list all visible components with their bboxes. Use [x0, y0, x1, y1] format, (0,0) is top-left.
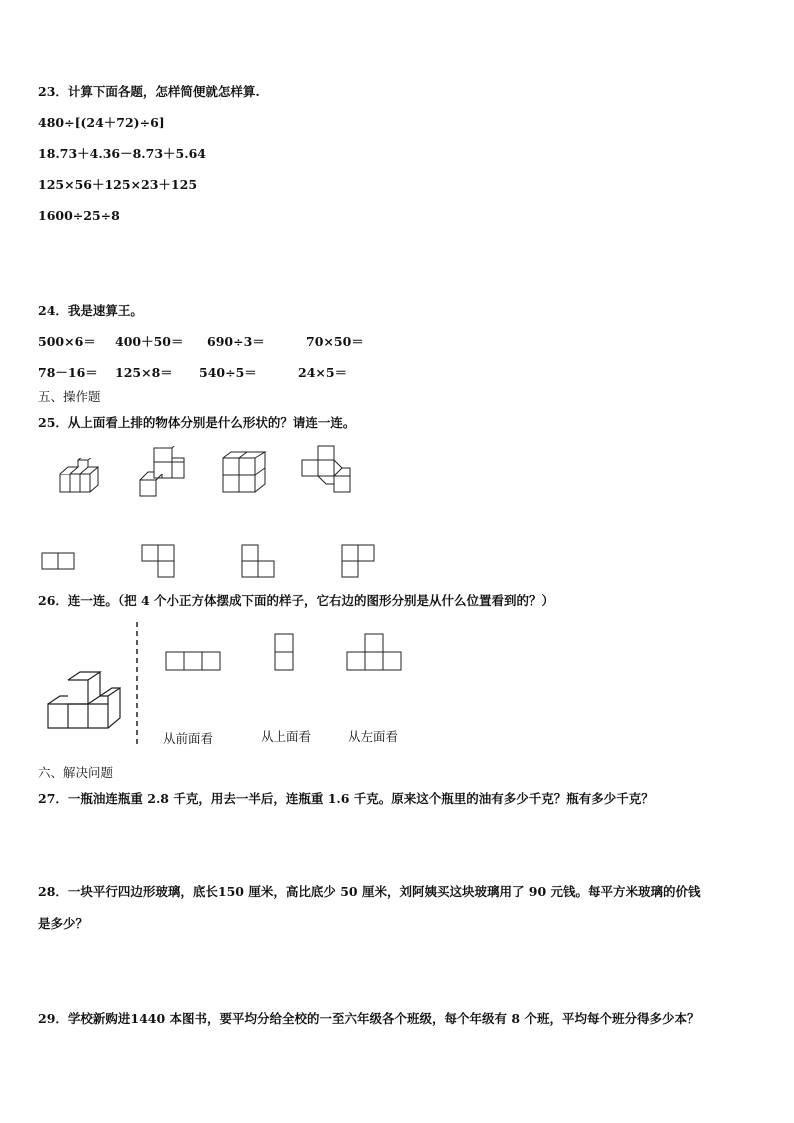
q26-title: 26．连一连。（把 4 个小正方体摆成下面的样子，它右边的图形分别是从什么位置看到的？） [38, 593, 555, 608]
q23-item-2: 18.73＋4.36－8.73＋5.64 [38, 146, 206, 161]
q26-view-front [165, 651, 223, 673]
section-5-heading: 五、操作题 [38, 389, 101, 404]
q29-text: 29．学校新购进1440 本图书，要平均分给全校的一至六年级各个班级，每个年级有 8 个班，平均每个班分得多少本？ [38, 1011, 700, 1026]
q23-item-1: 480÷[(24＋72)÷6] [38, 115, 165, 130]
q25-cube-figure-2 [136, 446, 188, 498]
q24-r1-c4: 70×50＝ [306, 334, 364, 349]
q25-view-1 [41, 552, 77, 572]
q25-cube-figure-3 [221, 450, 269, 496]
q24-r2-c2: 125×8＝ [115, 365, 173, 380]
q23-item-4: 1600÷25÷8 [38, 208, 120, 223]
q26-dashed-divider [134, 622, 140, 746]
q25-title: 25．从上面看上排的物体分别是什么形状的？请连一连。 [38, 415, 356, 430]
q24-title: 24．我是速算王。 [38, 303, 143, 318]
q25-view-3 [241, 544, 277, 580]
q25-view-4 [341, 544, 377, 580]
q24-r2-c3: 540÷5＝ [199, 365, 257, 380]
q25-view-2 [141, 544, 177, 580]
q26-cube-stack [46, 668, 126, 732]
q28-text-line2: 是多少？ [38, 916, 89, 931]
q25-cube-figure-1 [56, 458, 104, 494]
q23-item-3: 125×56＋125×23＋125 [38, 177, 198, 192]
section-6-heading: 六、解决问题 [38, 765, 114, 780]
q26-caption-front: 从前面看 [163, 731, 214, 746]
q24-r1-c2: 400＋50＝ [115, 334, 184, 349]
q24-r1-c1: 500×6＝ [38, 334, 96, 349]
q26-caption-left: 从左面看 [348, 729, 399, 744]
q26-view-top [274, 633, 296, 673]
q23-title: 23．计算下面各题，怎样简便就怎样算. [38, 84, 260, 99]
q26-view-left [346, 633, 404, 673]
q26-caption-top: 从上面看 [261, 729, 312, 744]
q24-r2-c1: 78－16＝ [38, 365, 98, 380]
q27-text: 27．一瓶油连瓶重 2.8 千克，用去一半后，连瓶重 1.6 千克。原来这个瓶里的油有多少千克？瓶有多少千克？ [38, 791, 654, 806]
q25-cube-figure-4 [300, 444, 354, 494]
q24-r2-c4: 24×5＝ [298, 365, 348, 380]
q24-r1-c3: 690÷3＝ [207, 334, 265, 349]
q28-text-line1: 28．一块平行四边形玻璃，底长150 厘米，高比底少 50 厘米，刘阿姨买这块玻璃用了 90 元钱。每平方米玻璃的价钱 [38, 884, 701, 899]
